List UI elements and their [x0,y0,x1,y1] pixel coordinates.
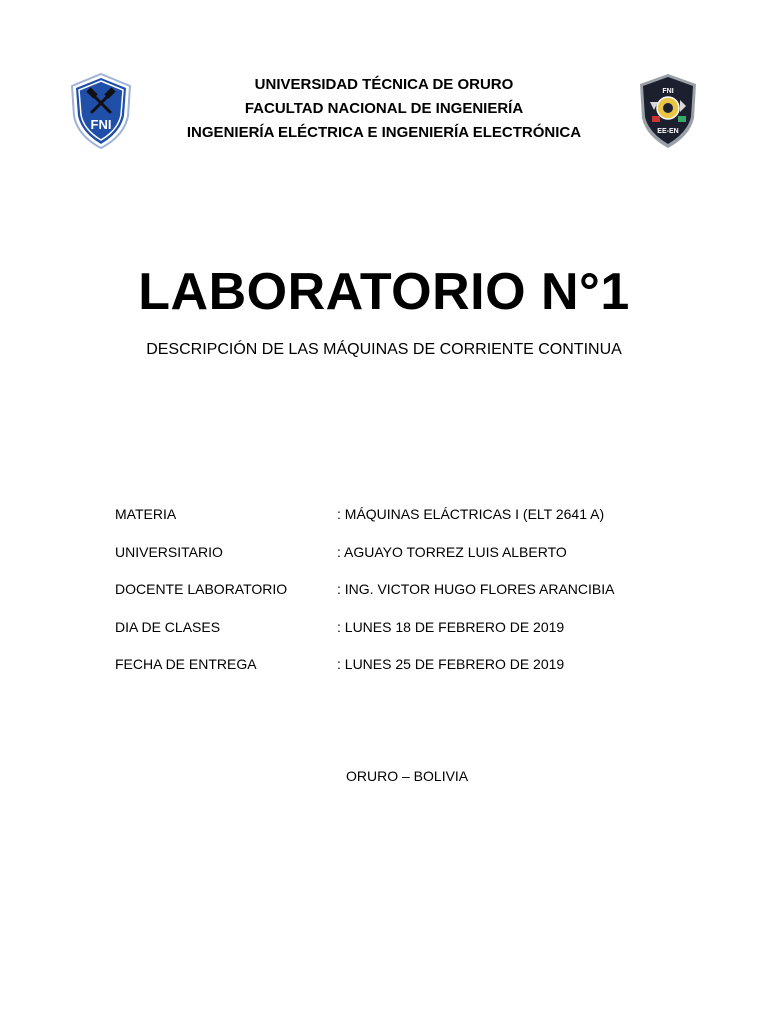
ee-en-shield-logo [636,72,700,150]
info-label: DOCENTE LABORATORIO [115,581,288,597]
fni-shield-logo [68,72,134,150]
info-label: FECHA DE ENTREGA [115,656,257,672]
department-name: INGENIERÍA ELÉCTRICA E INGENIERÍA ELECTRÓNICA [186,124,582,141]
fni-top-text: FNI [662,88,674,95]
info-label: DIA DE CLASES [115,618,221,635]
info-value: : ING. VICTOR HUGO FLORES ARANCIBIA [337,581,615,597]
info-row-fecha-entrega [115,656,675,694]
info-value: : AGUAYO TORREZ LUIS ALBERTO [337,543,567,560]
info-value: : LUNES 25 DE FEBRERO DE 2019 [337,656,565,672]
info-label: UNIVERSITARIO [115,543,223,560]
info-value: : LUNES 18 DE FEBRERO DE 2019 [337,618,565,635]
ee-en-shield-icon [636,72,700,150]
fni-shield-icon [68,72,134,150]
institution-header [140,73,628,145]
page-title: LABORATORIO N°1 [138,263,630,321]
info-row-universitario [115,544,675,582]
university-name: UNIVERSIDAD TÉCNICA DE ORURO [254,76,514,93]
page-subtitle: DESCRIPCIÓN DE LAS MÁQUINAS DE CORRIENTE CONTINUA [146,341,622,358]
info-table [115,506,675,694]
info-label: MATERIA [115,506,177,522]
info-row-materia [115,506,675,544]
location-footer: ORURO – BOLIVIA [346,768,469,784]
info-row-dia-clases [115,619,675,657]
info-value: : MÁQUINAS ELÁCTRICAS I (ELT 2641 A) [337,506,605,522]
ee-en-text: EE-EN [657,128,679,135]
fni-logo-text: FNI [90,117,112,132]
faculty-name: FACULTAD NACIONAL DE INGENIERÍA [244,100,524,117]
info-row-docente [115,581,675,619]
